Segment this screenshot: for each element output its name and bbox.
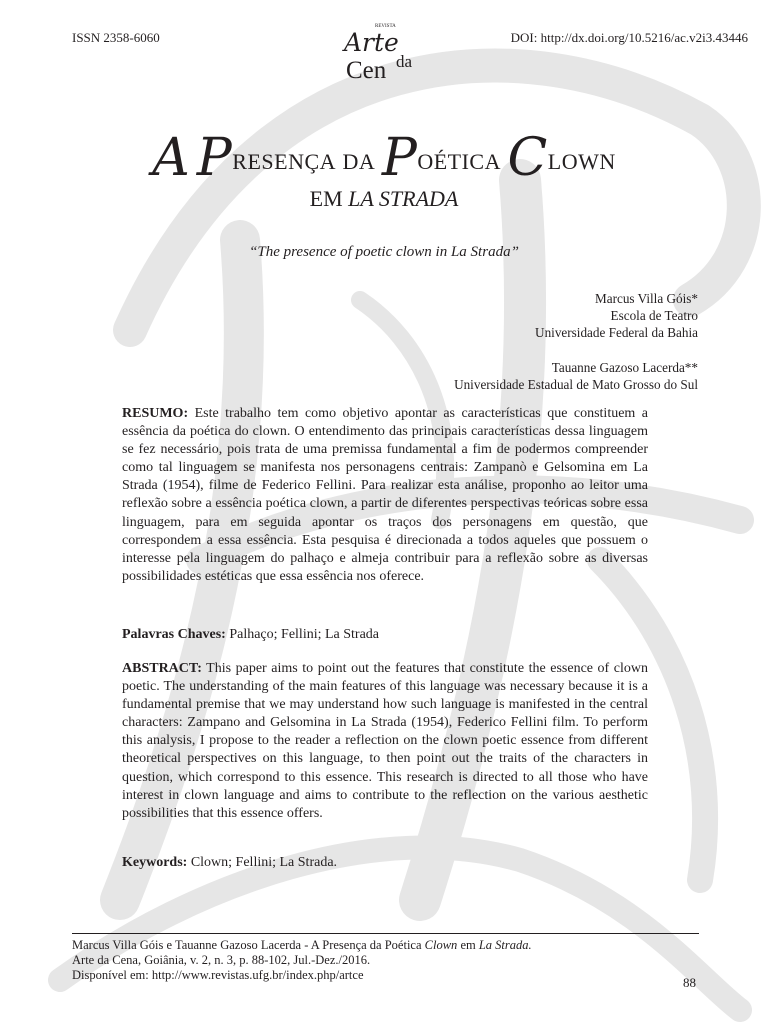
journal-logo xyxy=(330,20,442,96)
author-affiliation: Universidade Federal da Bahia xyxy=(535,325,698,340)
citation-line-2: Arte da Cena, Goiânia, v. 2, n. 3, p. 88-102, Jul.-Dez./2016. xyxy=(72,953,371,967)
title-word-da: DA xyxy=(342,149,376,174)
english-title: “The presence of poetic clown in La Strada” xyxy=(249,244,519,260)
citation-line-1 xyxy=(72,938,532,953)
title-initial-p2: P xyxy=(381,128,418,188)
author-name: Marcus Villa Góis* xyxy=(595,291,698,306)
citation-text: em xyxy=(457,938,479,952)
palavras-label: Palavras Chaves: xyxy=(122,627,226,642)
logo-tiny-text: REVISTA xyxy=(375,24,396,29)
abstract-paragraph xyxy=(122,660,648,823)
title-initial-c: C xyxy=(507,128,548,188)
resumo-label: RESUMO: xyxy=(122,406,189,421)
keywords-text: Clown; Fellini; La Strada. xyxy=(187,855,338,870)
resumo-paragraph xyxy=(122,405,648,586)
page-number: 88 xyxy=(683,975,696,990)
keywords-label: Keywords: xyxy=(122,855,188,870)
author-name: Tauanne Gazoso Lacerda** xyxy=(551,360,698,375)
citation-italic-clown: Clown xyxy=(424,938,458,952)
title-initial-p: P xyxy=(196,128,233,188)
article-title xyxy=(0,128,768,212)
palavras-text: Palhaço; Fellini; La Strada xyxy=(225,627,380,642)
abstract-label: ABSTRACT: xyxy=(122,661,202,676)
title-word-em: EM xyxy=(309,186,349,211)
issn: ISSN 2358-6060 xyxy=(72,30,160,45)
logo-word-cen: Cen xyxy=(346,57,387,84)
keywords xyxy=(122,854,648,872)
title-la-strada: LA STRADA xyxy=(348,186,459,211)
palavras-chaves xyxy=(122,626,648,644)
abstract-text: This paper aims to point out the features that constitute the essence of clown poetic. The understanding of the main features of this language was necessary because it is a fundamental premise that we may understand how such language is manifested in the central characters: Zampano and Gelsomina in La Strada (1954), Federico Fellini film. To perform this analysis, I propose to the reader a reflection on the clown poetic essence from different theoretical perspectives on this language, to then point out the traits of the characters in question, which correspond to this essence. This research is directed to all those who have interest in clown language and aims to contribute to the reflection on the various aesthetic possibilities that this essence offers. xyxy=(122,661,648,821)
citation-link[interactable]: Disponível em: http://www.revistas.ufg.br/index.php/artce xyxy=(72,968,364,982)
citation-text: Marcus Villa Góis e Tauanne Gazoso Lacerda - A Presença da Poética xyxy=(72,938,425,952)
title-word-poetica: OÉTICA xyxy=(417,149,501,174)
resumo-text: Este trabalho tem como objetivo apontar as características que constituem a essência da poética do clown. O entendimento das principais características dessa linguagem se fez necessário, pois trata de uma premissa fundamental a fim de podermos compreender como tal linguagem se manifesta nos personagens centrais: Zampanò e Gelsomina em La Strada (1954), filme de Federico Fellini. Para realizar esta análise, proponho ao leitor uma reflexão sobre a essência poética clown, a partir de diferentes perspectivas teóricas sobre essa linguagem, para em seguida apontar os traços dos personagens em questão, que correspondem a essa essência. Esta pesquisa é direcionada a todos aqueles que possuem o interesse pela linguagem do palhaço e almeja contribuir para a reflexão sobre as diversas possibilidades estéticas que essa essência nos oferece. xyxy=(122,406,648,584)
title-line-1 xyxy=(0,128,768,192)
logo-word-da: da xyxy=(396,52,413,71)
author-affiliation: Escola de Teatro xyxy=(610,308,698,323)
citation-footer xyxy=(72,938,532,983)
title-line-2 xyxy=(0,186,768,212)
title-initial-a: A xyxy=(152,128,191,188)
citation-italic-la-strada: La Strada. xyxy=(478,938,532,952)
author-affiliation: Universidade Estadual de Mato Grosso do Sul xyxy=(454,377,698,392)
title-word-clown: LOWN xyxy=(547,149,616,174)
authors-block xyxy=(454,290,698,393)
footer-divider xyxy=(72,933,699,934)
logo-word-arte: Arte xyxy=(344,28,399,57)
title-word-presenca: RESENÇA xyxy=(232,149,337,174)
doi: DOI: http://dx.doi.org/10.5216/ac.v2i3.43446 xyxy=(510,30,748,45)
